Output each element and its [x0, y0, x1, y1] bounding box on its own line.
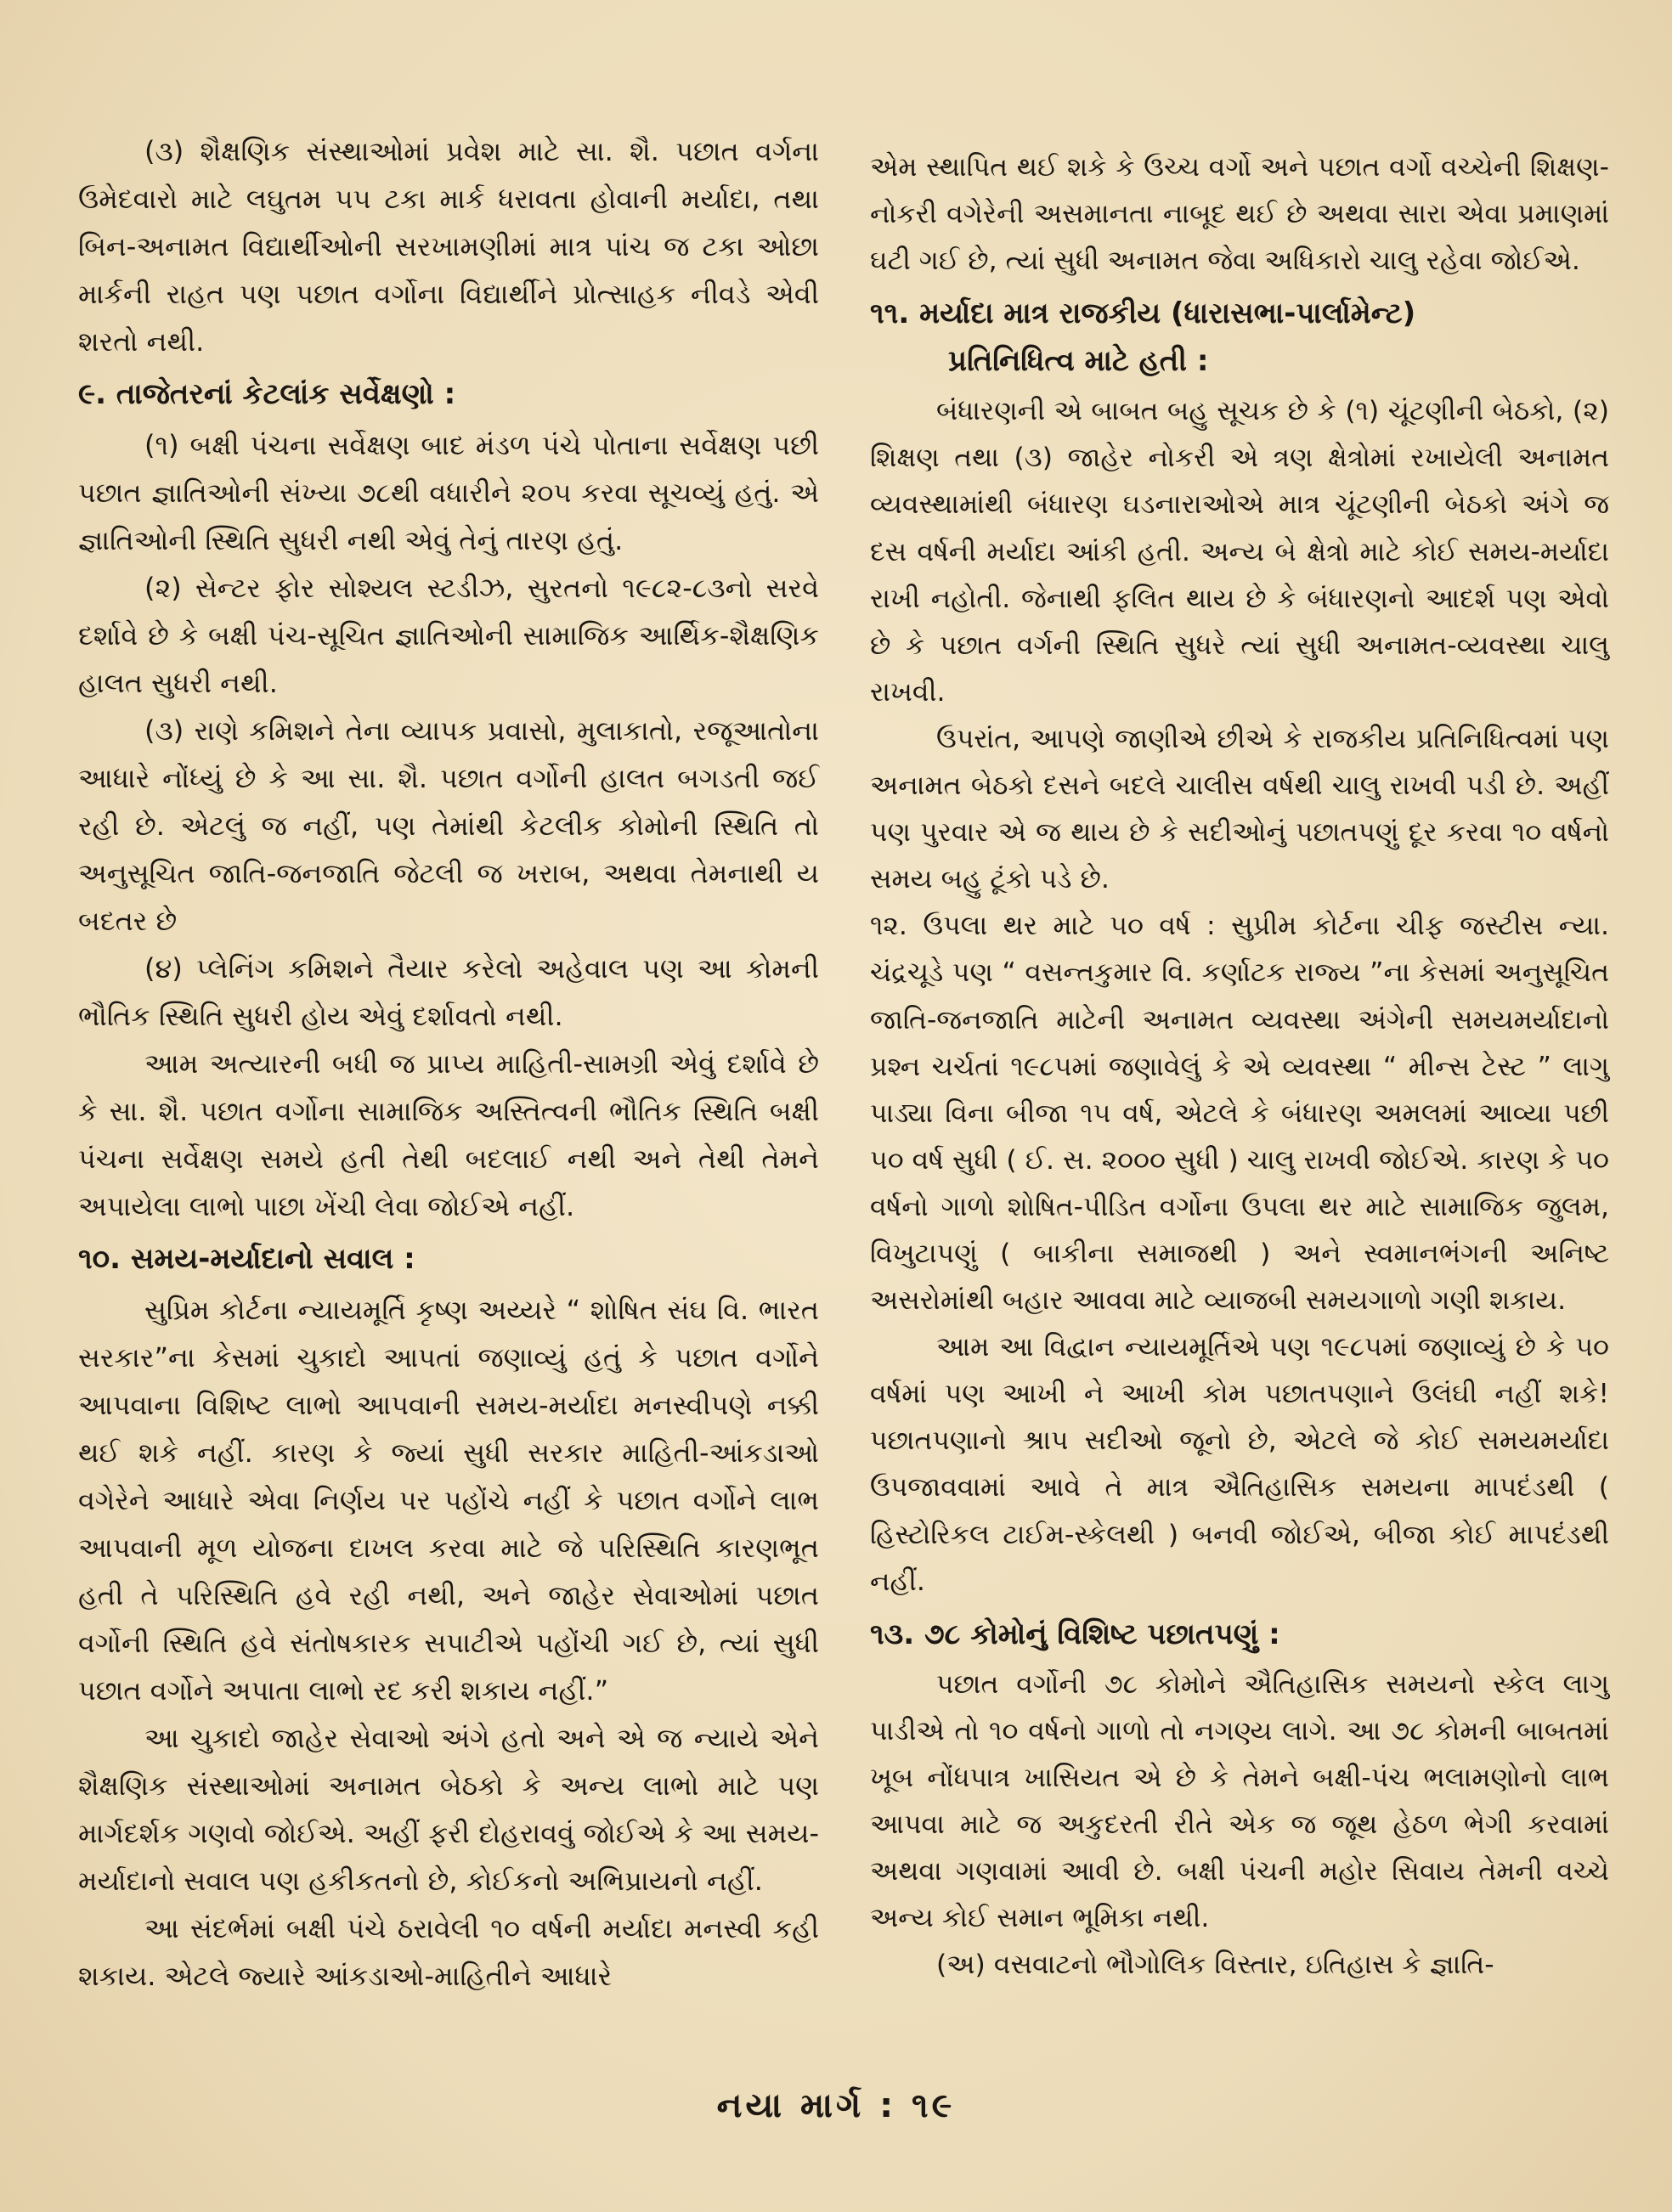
section-heading-11 — [870, 290, 1609, 385]
section-heading-13: ૧૩. ૭૮ કોમોનું વિશિષ્ટ પછાતપણું : — [870, 1617, 1280, 1651]
paragraph: પછાત વર્ગોની ૭૮ કોમોને ઐતિહાસિક સમયનો સ્કેલ લાગુ પાડીએ તો ૧૦ વર્ષનો ગાળો તો નગણ્ય લાગે. આ ૭૮ કોમની બાબતમાં ખૂબ નોંધપાત્ર ખાસિયત એ છે કે તેમને બક્ષી-પંચ ભલામણોનો લાભ આપવા માટે જ અકુદરતી રીતે એક જ જૂથ હેઠળ ભેગી કરવામાં અથવા ગણવામાં આવી છે. બક્ષી પંચની મહોર સિવાય તેમની વચ્ચે અન્ય કોઈ સમાન ભૂમિકા નથી. — [870, 1668, 1609, 1934]
paragraph: (૪) પ્લેનિંગ કમિશને તૈયાર કરેલો અહેવાલ પણ આ કોમની ભૌતિક સ્થિતિ સુધરી હોય એવું દર્શાવતો નથી. — [78, 952, 819, 1032]
paragraph: સુપ્રિમ કોર્ટના ન્યાયમૂર્તિ કૃષ્ણ અય્યરે “ શોષિત સંઘ વિ. ભારત સરકાર”ના કેસમાં ચુકાદો આપતાં જણાવ્યું હતું કે પછાત વર્ગોને આપવાના વિશિષ્ટ લાભો આપવાની સમય-મર્યાદા મનસ્વીપણે નક્કી થઈ શકે નહીં. કારણ કે જ્યાં સુધી સરકાર માહિતી-આંકડાઓ વગેરેને આધારે એવા નિર્ણય પર પહોંચે નહીં કે પછાત વર્ગોને લાભ આપવાની મૂળ યોજના દાખલ કરવા માટે જે પરિસ્થિતિ કારણભૂત હતી તે પરિસ્થિતિ હવે રહી નથી, અને જાહેર સેવાઓમાં પછાત વર્ગોની સ્થિતિ હવે સંતોષકારક સપાટીએ પહોંચી ગઈ છે, ત્યાં સુધી પછાત વર્ગોને અપાતા લાભો રદ કરી શકાય નહીં.” — [78, 1294, 819, 1707]
page-footer: નયા માર્ગ : ૧૯ — [716, 2086, 956, 2125]
right-column — [870, 144, 1609, 1989]
paragraph: આમ આ વિદ્વાન ન્યાયમૂર્તિએ પણ ૧૯૮૫માં જણાવ્યું છે કે ૫૦ વર્ષમાં પણ આખી ને આખી કોમ પછાતપણાને ઉલંઘી નહીં શકે! પછાતપણાનો શ્રાપ સદીઓ જૂનો છે, એટલે જે કોઈ સમયમર્યાદા ઉપજાવવામાં આવે તે માત્ર ઐતિહાસિક સમયના માપદંડથી ( હિસ્ટોરિકલ ટાઈમ-સ્કેલથી ) બનવી જોઈએ, બીજા કોઈ માપદંડથી નહીં. — [870, 1332, 1609, 1597]
section-heading-11-line1: ૧૧. મર્યાદા માત્ર રાજકીય (ધારાસભા-પાર્લામેન્ટ) — [870, 296, 1416, 331]
paragraph: ઉપરાંત, આપણે જાણીએ છીએ કે રાજકીય પ્રતિનિધિત્વમાં પણ અનામત બેઠકો દસને બદલે ચાલીસ વર્ષથી ચાલુ રાખવી પડી છે. અહીં પણ પુરવાર એ જ થાય છે કે સદીઓનું પછાતપણું દૂર કરવા ૧૦ વર્ષનો સમય બહુ ટૂંકો પડે છે. — [870, 723, 1609, 895]
left-column — [78, 127, 819, 2000]
section-heading-11-line2: પ્રતિનિધિત્વ માટે હતી : — [948, 344, 1209, 379]
section-heading-10: ૧૦. સમય-મર્યાદાનો સવાલ : — [78, 1242, 415, 1276]
paragraph: બંધારણની એ બાબત બહુ સૂચક છે કે (૧) ચૂંટણીની બેઠકો, (૨) શિક્ષણ તથા (૩) જાહેર નોકરી એ ત્રણ ક્ષેત્રોમાં રખાયેલી અનામત વ્યવસ્થામાંથી બંધારણ ઘડનારાઓએ માત્ર ચૂંટણીની બેઠકો અંગે જ દસ વર્ષની મર્યાદા આંકી હતી. અન્ય બે ક્ષેત્રો માટે કોઈ સમય-મર્યાદા રાખી નહોતી. જેનાથી ફલિત થાય છે કે બંધારણનો આદર્શ પણ એવો છે કે પછાત વર્ગની સ્થિતિ સુધરે ત્યાં સુધી અનામત-વ્યવસ્થા ચાલુ રાખવી. — [870, 396, 1609, 708]
paragraph: (૧) બક્ષી પંચના સર્વેક્ષણ બાદ મંડળ પંચે પોતાના સર્વેક્ષણ પછી પછાત જ્ઞાતિઓની સંખ્યા ૭૮થી વધારીને ૨૦૫ કરવા સૂચવ્યું હતું. એ જ્ઞાતિઓની સ્થિતિ સુધરી નથી એવું તેનું તારણ હતું. — [78, 429, 819, 556]
paragraph: આ સંદર્ભમાં બક્ષી પંચે ઠરાવેલી ૧૦ વર્ષની મર્યાદા મનસ્વી કહી શકાય. એટલે જ્યારે આંકડાઓ-માહિતીને આધારે — [78, 1912, 819, 1992]
paragraph: (૨) સેન્ટર ફોર સોશ્યલ સ્ટડીઝ, સુરતનો ૧૯૮૨-૮૩નો સરવે દર્શાવે છે કે બક્ષી પંચ-સૂચિત જ્ઞાતિઓની સામાજિક આર્થિક-શૈક્ષણિક હાલત સુધરી નથી. — [78, 572, 819, 699]
paragraph: આમ અત્યારની બધી જ પ્રાપ્ય માહિતી-સામગ્રી એવું દર્શાવે છે કે સા. શૈ. પછાત વર્ગોના સામાજિક અસ્તિત્વની ભૌતિક સ્થિતિ બક્ષી પંચના સર્વેક્ષણ સમયે હતી તેથી બદલાઈ નથી અને તેથી તેમને અપાયેલા લાભો પાછા ખેંચી લેવા જોઈએ નહીં. — [78, 1047, 819, 1222]
paragraph: (અ) વસવાટનો ભૌગોલિક વિસ્તાર, ઇતિહાસ કે જ્ઞાતિ- — [936, 1950, 1494, 1981]
section-heading-9: ૯. તાજેતરનાં કેટલાંક સર્વેક્ષણો : — [78, 377, 456, 411]
paragraph: (૩) શૈક્ષણિક સંસ્થાઓમાં પ્રવેશ માટે સા. શૈ. પછાત વર્ગના ઉમેદવારો માટે લઘુતમ ૫૫ ટકા માર્ક ધરાવતા હોવાની મર્યાદા, તથા બિન-અનામત વિદ્યાર્થીઓની સરખામણીમાં માત્ર પાંચ જ ટકા ઓછા માર્કની રાહત પણ પછાત વર્ગોના વિદ્યાર્થીને પ્રોત્સાહક નીવડે એવી શરતો નથી. — [78, 135, 819, 358]
paragraph: એમ સ્થાપિત થઈ શકે કે ઉચ્ચ વર્ગો અને પછાત વર્ગો વચ્ચેની શિક્ષણ-નોકરી વગેરેની અસમાનતા નાબૂદ થઈ છે અથવા સારા એવા પ્રમાણમાં ઘટી ગઈ છે, ત્યાં સુધી અનામત જેવા અધિકારો ચાલુ રહેવા જોઈએ. — [870, 152, 1609, 277]
paragraph: ૧૨. ઉપલા થર માટે ૫૦ વર્ષ : સુપ્રીમ કોર્ટના ચીફ જસ્ટીસ ન્યા. ચંદ્રચૂડે પણ “ વસન્તકુમાર વિ. કર્ણાટક રાજ્ય ”ના કેસમાં અનુસૂચિત જાતિ-જનજાતિ માટેની અનામત વ્યવસ્થા અંગેની સમયમર્યાદાનો પ્રશ્ન ચર્ચતાં ૧૯૮૫માં જણાવેલું કે એ વ્યવસ્થા “ મીન્સ ટેસ્ટ ” લાગુ પાડ્યા વિના બીજા ૧૫ વર્ષ, એટલે કે બંધારણ અમલમાં આવ્યા પછી ૫૦ વર્ષ સુધી ( ઈ. સ. ૨૦૦૦ સુધી ) ચાલુ રાખવી જોઈએ. કારણ કે ૫૦ વર્ષનો ગાળો શોષિત-પીડિત વર્ગોના ઉપલા થર માટે સામાજિક જુલમ, વિખુટાપણું ( બાકીના સમાજથી ) અને સ્વમાનભંગની અનિષ્ટ અસરોમાંથી બહાર આવવા માટે વ્યાજબી સમયગાળો ગણી શકાય. — [870, 911, 1609, 1317]
paragraph: (૩) રાણે કમિશને તેના વ્યાપક પ્રવાસો, મુલાકાતો, રજૂઆતોના આધારે નોંધ્યું છે કે આ સા. શૈ. પછાત વર્ગોની હાલત બગડતી જઈ રહી છે. એટલું જ નહીં, પણ તેમાંથી કેટલીક કોમોની સ્થિતિ તો અનુસૂચિત જાતિ-જનજાતિ જેટલી જ ખરાબ, અથવા તેમનાથી ય બદતર છે — [78, 714, 819, 937]
paragraph: આ ચુકાદો જાહેર સેવાઓ અંગે હતો અને એ જ ન્યાયે એને શૈક્ષણિક સંસ્થાઓમાં અનામત બેઠકો કે અન્ય લાભો માટે પણ માર્ગદર્શક ગણવો જોઈએ. અહીં ફરી દોહરાવવું જોઈએ કે આ સમય-મર્યાદાનો સવાલ પણ હકીકતનો છે, કોઈકનો અભિપ્રાયનો નહીં. — [78, 1722, 819, 1897]
